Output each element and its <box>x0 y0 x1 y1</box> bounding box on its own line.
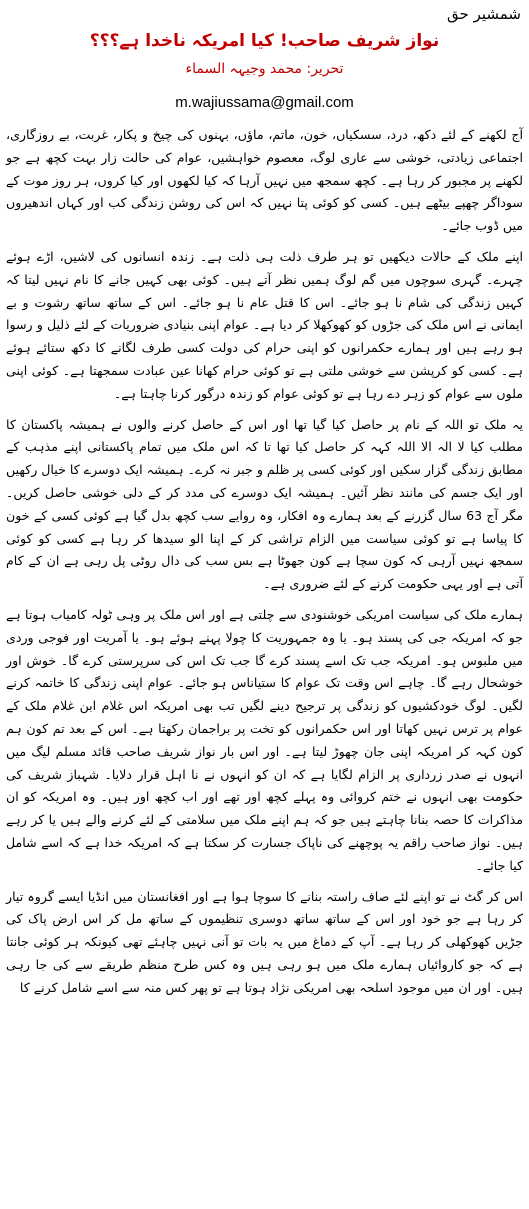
article-paragraph: یہ ملک تو اللہ کے نام پر حاصل کیا گیا تھا اور اس کے حاصل کرنے والوں نے ہمیشہ پاکستان کا مطلب کیا لا الہ الا اللہ کہہ کر حاصل کیا تھا تا کہ اس ملک میں تمام پاکستانی اپنے مذہب کے مطابق زندگی گزار سکیں اور کوئی کسی پر ظلم و جبر نہ کرے۔ ہمیشہ ایک دوسرے کا خیال رکھیں اور ایک جسم کی مانند نظر آئیں۔ ہمیشہ ایک دوسرے کی مدد کر کے دلی خوشی حاصل کریں۔ مگر آج 63 سال گزرنے کے بعد ہمارے وہ افکار، وہ روایے سب کچھ بدل گیا ہے کوئی کسی کے خون کا پیاسا ہے تو کوئی سیاست میں الزام تراشی کر کے اپنا الو سیدھا کر رہا ہے کسی کو کوئی سمجھ نہیں آرہی کہ کون سچا ہے کون جھوٹا ہے بس سب کی دال روٹی پل رہی ہے ان کے کام آتی ہے اور یہی حکومت کرنے کے لئے ضروری ہے۔ <box>6 416 523 592</box>
headline: نواز شریف صاحب! کیا امریکہ ناخدا ہے؟؟؟ <box>89 31 440 51</box>
author-email[interactable]: m.wajiussama@gmail.com <box>175 94 354 111</box>
article-paragraph: اس کر گٹ نے تو اپنے لئے صاف راستہ بنانے کا سوچا ہوا ہے اور افغانستان میں انڈیا ایسے گروہ تیار کر رہا ہے جو خود اور اس کے ساتھ ساتھ دوسری تنظیموں کے ساتھ مل کر اس ارض پاک کی جڑیں کھوکھلی کر رہا ہے۔ آپ کے دماغ میں یہ بات تو آنی نہیں چاہئے تھی کیونکہ ہر کوئی جانتا ہے کہ جو کاروائیاں ہمارے ملک میں ہو رہی ہیں وہ کس طرح منظم طریقے سے کی جا رہی ہیں۔ اور ان میں موجود اسلحہ بھی امریکی نژاد ہوتا ہے تو پھر کس منہ سے اسے شامل کرنے کا <box>6 888 523 995</box>
article-paragraph: اپنے ملک کے حالات دیکھیں تو ہر طرف ذلت ہی ذلت ہے۔ زندہ انسانوں کی لاشیں، اڑے ہوئے چہرے۔ گہری سوچوں میں گم لوگ ہمیں نظر آتے ہیں۔ کوئی بھی کہیں جانے کا نام نہیں لیتا کہ کہیں زندگی کی شام نا ہو جائے۔ اس کا قتل عام نا ہو جائے۔ اس کے ساتھ ساتھ رشوت و بے ایمانی نے اس ملک کی جڑوں کو کھوکھلا کر دیا ہے۔ عوام اپنی بنیادی ضروریات کے لئے ذلیل و رسوا ہو رہے ہیں اور ہمارے حکمرانوں کو اپنی حرام کی دولت کسی طرف لگانے کا دکھ ستائے ہوئے ہے۔ کسی کو کرپشن سے خوشی ملتی ہے تو کوئی حرام کھانا عین عبادت سمجھتا ہے۔ کوئی اپنی ملوں سے عوام کو زہر دے رہا ہے تو کوئی عوام کو زندہ درگور کرنا چاہتا ہے۔ <box>6 248 523 401</box>
article-paragraph: آج لکھنے کے لئے دکھ، درد، سسکیاں، خون، ماتم، ماؤں، بہنوں کی چیخ و پکار، غربت، بے روزگاری، اجتماعی زیادتی، خوشی سے عاری لوگ، معصوم خواہشیں، عوام کی حالت زار بہت کچھ ہے جو لکھنے پر مجبور کر رہا ہے۔ کچھ سمجھ میں نہیں آرہا کہ کیا لکھوں اور کیا کروں، ہر روز موت کے سوداگر چھپے بیٹھے ہیں۔ کسی کو کوئی پتا نہیں کہ اس کی روشن زندگی کب اور کہاں اندھیروں میں ڈوب جائے۔ <box>6 127 523 234</box>
article-body <box>6 124 523 1007</box>
author-byline: تحریر: محمد وجیہہ السماء <box>185 61 344 77</box>
article-paragraph: ہمارے ملک کی سیاست امریکی خوشنودی سے چلتی ہے اور اس ملک پر وہی ٹولہ کامیاب ہوتا ہے جو کہ امریکہ جی کی پسند ہو۔ یا وہ جمہوریت کا چولا پہنے ہوئے ہو۔ یا آمریت اور فوجی وردی میں ملبوس ہو۔ امریکہ جب تک اسے پسند کرے گا جب تک اس کی سرپرستی کرے گا۔ خوش اور خوشحال رہے گا۔ چاہے اس وقت تک عوام کا ستیاناس ہو جائے۔ عوام اپنی زندگی کا خاتمہ کرنے لگیں۔ لوگ خودکشیوں کو زندگی پر ترجیح دینے لگیں تب بھی امریکہ اس غلام ابن غلام ملک کے عوام پر ترس نہیں کھاتا اور اس حکمرانوں کو تخت پر براجمان رکھتا ہے۔ اس کے بعد تم کون ہم کون کہہ کر امریکہ اپنی جان چھوڑ لیتا ہے۔ اور اس بار نواز شریف صاحب قائد مسلم لیگ میں انہوں نے صدر زرداری پر الزام لگایا ہے کہ ان کو انہوں نے نا اہل قرار دلایا۔ شہباز شریف کی حکومت بھی انہوں نے ختم کروائی وہ پہلے کچھ اور تھے اور اب کچھ اور ہیں۔ وہ امریکہ کو ان مذاکرات کا حصہ بنانا چاہتے ہیں جو کہ ہم اپنے ملک میں سلامتی کے لئے کرنے والے ہیں یا کر رہے ہیں۔ نواز صاحب راقم یہ پوچھنے کی ناپاک جسارت کر سکتا ہے کہ امریکہ خدا ہے کہ اسے شامل کیا جائے۔ <box>6 606 523 873</box>
column-name: شمشیر حق <box>447 5 521 23</box>
